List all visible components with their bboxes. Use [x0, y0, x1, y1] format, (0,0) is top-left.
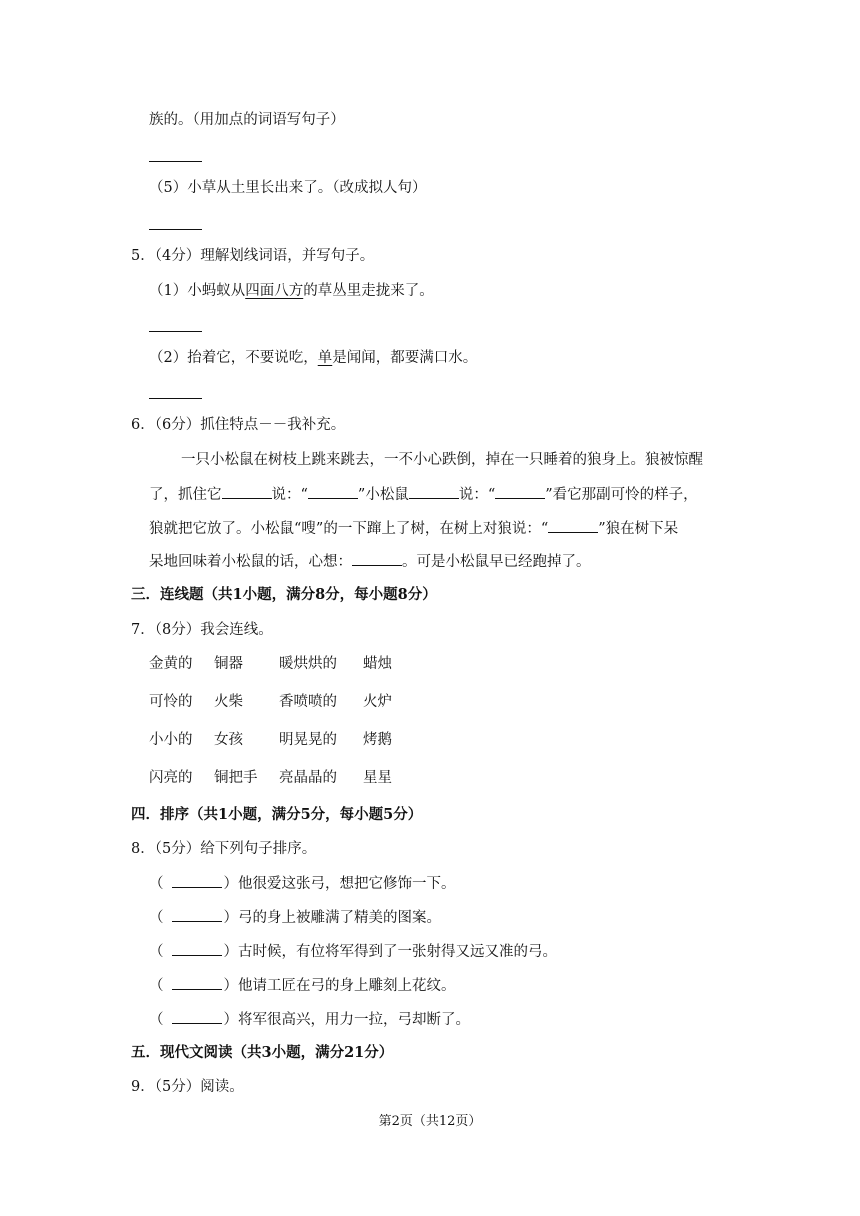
order-text: 他很爱这张弓，想把它修饰一下。 [238, 876, 456, 892]
page-footer: 第2页（共12页） [378, 1114, 482, 1129]
text: 狼就把它放了。小松鼠“嗖”的一下蹿上了树，在树上对狼说：“ [149, 521, 549, 537]
match-word: 闪亮的 [149, 770, 193, 786]
passage-line-3 [149, 518, 678, 539]
order-blank [172, 907, 222, 922]
order-text: 将军很高兴，用力一拉，弓却断了。 [238, 1012, 470, 1028]
order-item [149, 1009, 470, 1030]
match-word: 女孩 [214, 732, 243, 748]
section-3-heading: 三．连线题（共1小题，满分8分，每小题8分） [131, 586, 437, 603]
question-text-continued: 族的。（用加点的词语写句子） [149, 112, 345, 128]
order-blank [172, 975, 222, 990]
text: 说：“ [271, 487, 308, 503]
order-text: 他请工匠在弓的身上雕刻上花纹。 [238, 978, 456, 994]
text: 呆地回味着小松鼠的话，心想： [149, 554, 352, 570]
order-item [149, 907, 441, 928]
question-5-heading: 5．（4分）理解划线词语，并写句子。 [131, 248, 375, 264]
match-word: 星星 [363, 770, 392, 786]
blank [495, 484, 545, 499]
text: 说：“ [458, 487, 496, 503]
order-blank [172, 873, 222, 888]
order-item [149, 941, 557, 962]
blank [222, 484, 272, 499]
passage-line-2 [149, 484, 698, 505]
paren: ） [223, 978, 238, 994]
underlined-word: 单 [317, 350, 333, 366]
order-text: 弓的身上被雕满了精美的图案。 [238, 910, 441, 926]
text: （2）抬着它，不要说吃， [149, 350, 318, 366]
order-text: 古时候，有位将军得到了一张射得又远又准的弓。 [238, 944, 557, 960]
answer-line [149, 160, 202, 162]
text: 了，抓住它 [149, 487, 222, 503]
blank [409, 484, 459, 499]
question-5-item-1 [149, 281, 434, 301]
text: ”看它那副可怜的样子， [545, 487, 698, 503]
blank [548, 518, 598, 533]
match-word: 香喷喷的 [279, 694, 337, 710]
match-word: 火炉 [363, 694, 392, 710]
match-word: 烤鹅 [363, 732, 392, 748]
text: 的草丛里走拢来了。 [303, 283, 434, 299]
order-item [149, 975, 456, 996]
section-4-heading: 四．排序（共1小题，满分5分，每小题5分） [131, 806, 423, 823]
underlined-phrase: 四面八方 [245, 283, 304, 299]
paren: （ [149, 1012, 164, 1028]
blank [308, 484, 358, 499]
order-item [149, 873, 456, 894]
text: ”小松鼠 [357, 487, 409, 503]
paren: （ [149, 910, 164, 926]
text: ”狼在树下呆 [598, 521, 679, 537]
question-6-heading: 6．（6分）抓住特点－－我补充。 [131, 417, 346, 433]
question-item-5: （5）小草从土里长出来了。（改成拟人句） [149, 180, 427, 196]
match-word: 明晃晃的 [279, 732, 337, 748]
paren: ） [223, 1012, 238, 1028]
paren: ） [223, 910, 238, 926]
text: 。可是小松鼠早已经跑掉了。 [402, 554, 591, 570]
paren: ） [223, 876, 238, 892]
passage-line-1: 一只小松鼠在树枝上跳来跳去，一不小心跌倒，掉在一只睡着的狼身上。狼被惊醒 [181, 452, 703, 468]
text: （1）小蚂蚁从 [149, 283, 246, 299]
paren: （ [149, 978, 164, 994]
question-9-heading: 9．（5分）阅读。 [131, 1079, 244, 1095]
match-word: 亮晶晶的 [279, 770, 337, 786]
match-word: 铜把手 [214, 770, 258, 786]
paren: ） [223, 944, 238, 960]
question-7-heading: 7．（8分）我会连线。 [131, 622, 273, 638]
blank [352, 551, 402, 566]
paren: （ [149, 876, 164, 892]
question-8-heading: 8．（5分）给下列句子排序。 [131, 841, 317, 857]
match-word: 蜡烛 [363, 656, 392, 672]
match-word: 暖烘烘的 [279, 656, 337, 672]
match-word: 铜器 [214, 656, 243, 672]
order-blank [172, 941, 222, 956]
answer-line [149, 228, 202, 230]
match-word: 可怜的 [149, 694, 193, 710]
match-word: 小小的 [149, 732, 193, 748]
question-5-item-2 [149, 348, 477, 368]
text: 是闻闻，都要满口水。 [332, 350, 478, 366]
order-blank [172, 1009, 222, 1024]
section-5-heading: 五．现代文阅读（共3小题，满分21分） [131, 1044, 394, 1061]
passage-line-4 [149, 551, 591, 572]
paren: （ [149, 944, 164, 960]
match-word: 金黄的 [149, 656, 193, 672]
match-word: 火柴 [214, 694, 243, 710]
answer-line [149, 330, 202, 332]
answer-line [149, 397, 202, 399]
